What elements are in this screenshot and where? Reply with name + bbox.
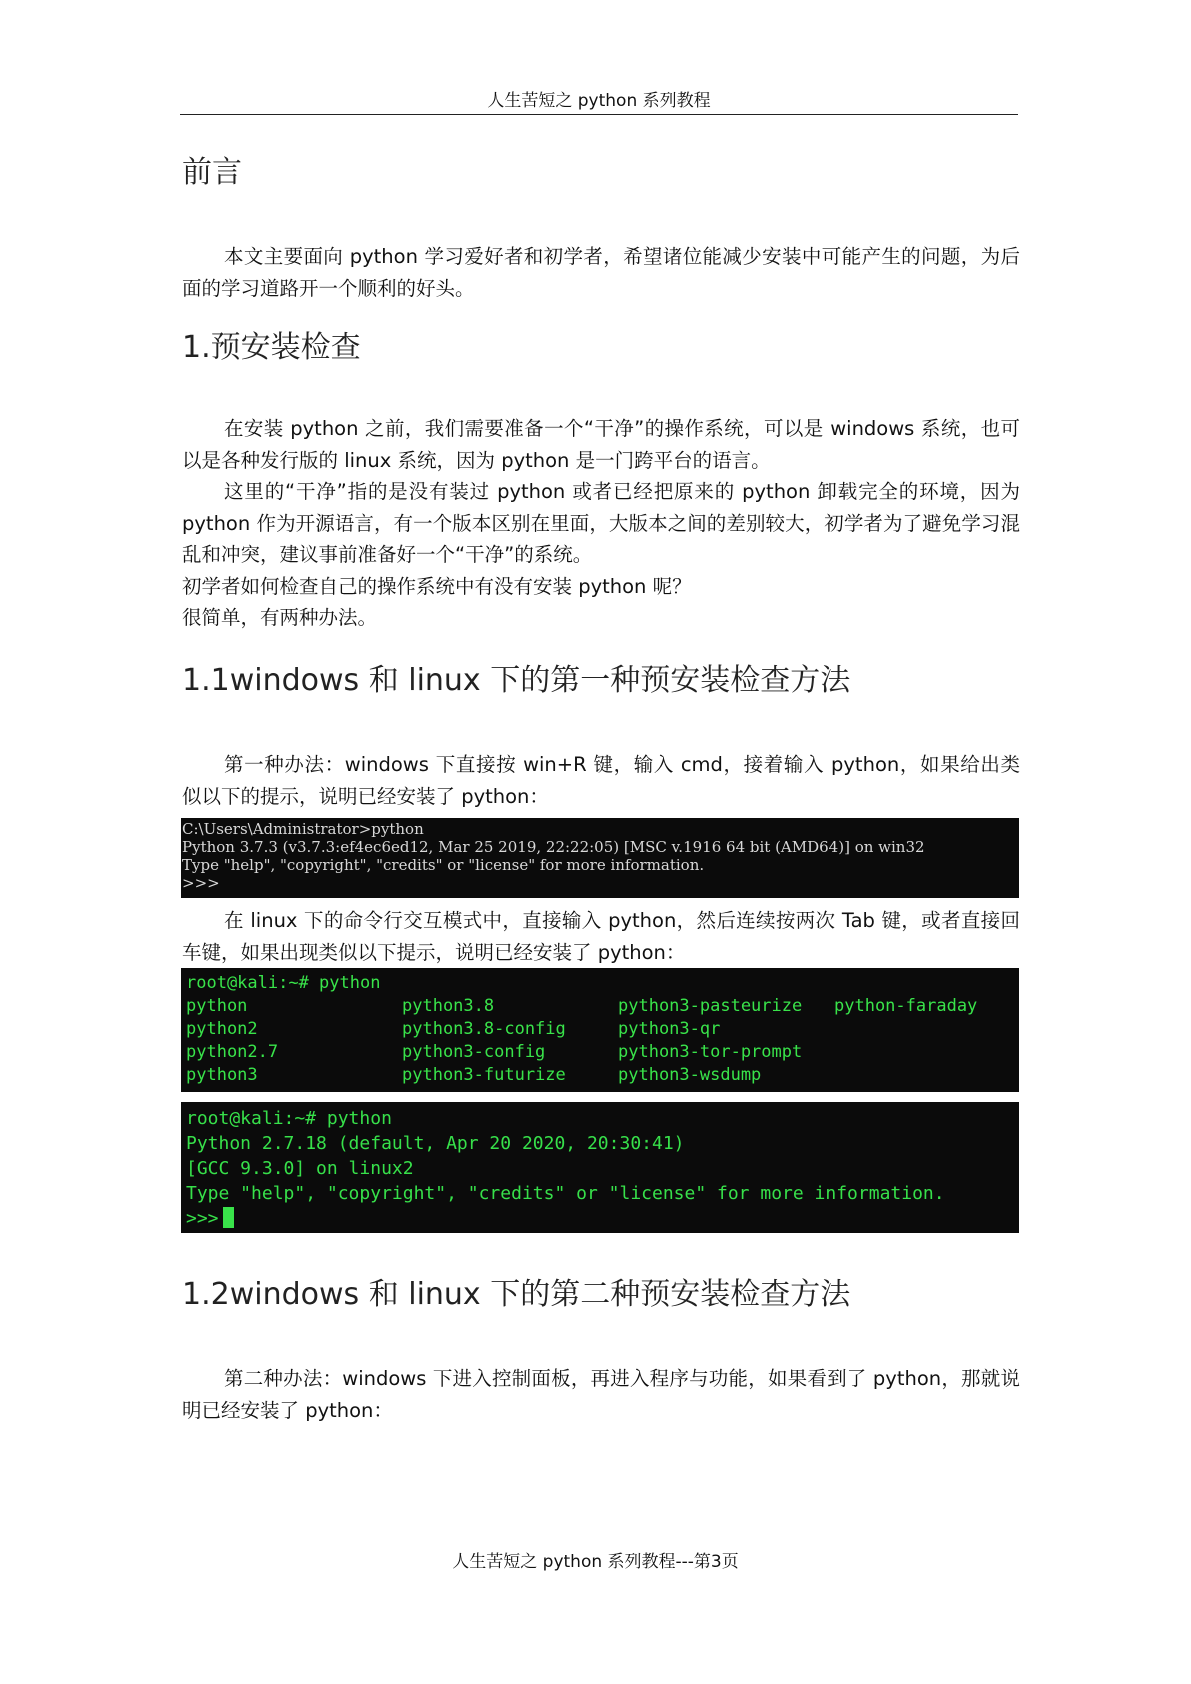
terminal-prompt: root@kali:~# python — [186, 973, 381, 993]
preface-text — [182, 241, 1020, 304]
terminal-prompt-line — [186, 972, 1019, 995]
page-footer: 人生苦短之 python 系列教程---第3页 — [452, 1552, 739, 1572]
completion-item: python3 — [186, 1065, 258, 1085]
completion-row — [186, 995, 1019, 1018]
terminal-cursor — [223, 1207, 234, 1228]
completion-item: python3-futurize — [402, 1065, 566, 1085]
pre-install-question: 初学者如何检查自己的操作系统中有没有安装 python 呢？ — [182, 574, 692, 598]
completion-item — [834, 1018, 1014, 1041]
cmd-line: Python 3.7.3 (v3.7.3:ef4ec6ed12, Mar 25 2019, 22:22:05) [MSC v.1916 64 bit (AMD64)] on win32 — [182, 838, 925, 856]
completion-item: python3-config — [402, 1042, 546, 1062]
cmd-line: Type "help", "copyright", "credits" or "license" for more information. — [182, 856, 705, 874]
completion-item: python3-pasteurize — [618, 996, 803, 1016]
completion-item: python3-qr — [618, 1019, 721, 1039]
pre-install-paragraph-1: 在安装 python 之前，我们需要准备一个“干净”的操作系统，可以是 windows 系统，也可以是各种发行版的 linux 系统，因为 python 是一门跨平台的语言。 — [182, 417, 1020, 472]
repl-line: root@kali:~# python — [186, 1108, 392, 1129]
pre-install-paragraph-2: 这里的“干净”指的是没有装过 python 或者已经把原来的 python 卸载完全的环境，因为 python 作为开源语言，有一个版本区别在里面，大版本之间的差别较大，初学者为了避免学习混乱和冲突，建议事前准备好一个“干净”的系统。 — [182, 480, 1020, 566]
completion-item — [834, 1064, 1014, 1087]
repl-prompt: >>> — [186, 1208, 219, 1229]
completion-item: python3-tor-prompt — [618, 1042, 803, 1062]
method1-paragraph-2: 在 linux 下的命令行交互模式中，直接输入 python，然后连续按两次 Tab 键，或者直接回车键，如果出现类似以下提示，说明已经安装了 python： — [182, 909, 1020, 964]
completion-item: python2 — [186, 1019, 258, 1039]
repl-line: Type "help", "copyright", "credits" or "license" for more information. — [186, 1183, 945, 1204]
heading-method-2: 1.2windows 和 linux 下的第二种预安装检查方法 — [182, 1277, 851, 1312]
repl-prompt-line — [186, 1206, 1019, 1231]
completion-item: python3.8 — [402, 996, 495, 1016]
preface-paragraph: 本文主要面向 python 学习爱好者和初学者，希望诸位能减少安装中可能产生的问题，为后面的学习道路开一个顺利的好头。 — [182, 245, 1020, 300]
cmd-line: C:\Users\Administrator>python — [182, 820, 424, 838]
pre-install-answer: 很简单，有两种办法。 — [182, 606, 378, 629]
repl-line: Python 2.7.18 (default, Apr 20 2020, 20:30:41) — [186, 1133, 685, 1154]
kali-python-repl-screenshot — [181, 1102, 1019, 1233]
completion-row — [186, 1041, 1019, 1064]
heading-method-1: 1.1windows 和 linux 下的第一种预安装检查方法 — [182, 663, 851, 698]
completion-item — [834, 1041, 1014, 1064]
completion-item: python-faraday — [834, 996, 978, 1016]
method1-intro — [182, 749, 1020, 812]
pre-install-text — [182, 413, 1020, 634]
method1-linux-text — [182, 905, 1020, 968]
completion-item: python3-wsdump — [618, 1065, 762, 1085]
kali-tab-completion-screenshot — [181, 968, 1019, 1092]
method2-text — [182, 1363, 1020, 1426]
windows-cmd-screenshot — [181, 818, 1019, 898]
page-header: 人生苦短之 python 系列教程 — [180, 90, 1018, 115]
method2-paragraph-1: 第二种办法：windows 下进入控制面板，再进入程序与功能，如果看到了 python，那就说明已经安装了 python： — [182, 1367, 1020, 1422]
completion-item: python3.8-config — [402, 1019, 566, 1039]
method1-paragraph-1: 第一种办法：windows 下直接按 win+R 键，输入 cmd，接着输入 python，如果给出类似以下的提示，说明已经安装了 python： — [182, 753, 1020, 808]
completion-row — [186, 1018, 1019, 1041]
cmd-line: >>> — [182, 874, 220, 892]
completion-item: python2.7 — [186, 1042, 279, 1062]
completion-row — [186, 1064, 1019, 1087]
completion-item: python — [186, 996, 248, 1016]
heading-pre-install-check: 1.预安装检查 — [182, 330, 361, 365]
heading-preface: 前言 — [182, 155, 242, 190]
repl-line: [GCC 9.3.0] on linux2 — [186, 1158, 414, 1179]
